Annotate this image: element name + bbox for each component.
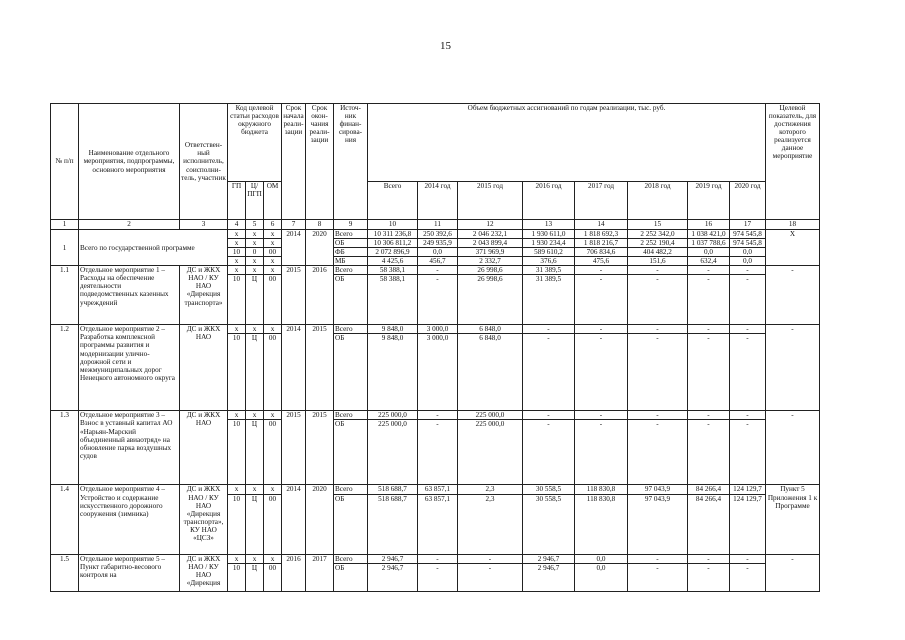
code-ppi: х	[246, 485, 264, 494]
value-cell: 6 848,0	[458, 334, 523, 411]
header-end: Срок окон-чания реали-зации	[306, 104, 334, 220]
row-name: Отдельное мероприятие 4 – Устройство и содержание искусственного дорожного сооружения (зимника)	[79, 485, 180, 554]
value-cell: -	[730, 334, 766, 411]
end-year: 2020	[306, 230, 334, 266]
code-gp: 10	[228, 494, 246, 554]
code-om: 00	[264, 334, 282, 411]
value-cell: 706 834,6	[575, 248, 628, 257]
column-number: 11	[418, 220, 458, 230]
code-gp: 10	[228, 420, 246, 485]
value-cell: 225 000,0	[368, 411, 418, 420]
value-cell: 3 000,0	[418, 334, 458, 411]
column-number: 15	[628, 220, 688, 230]
value-cell: -	[575, 325, 628, 334]
column-number: 10	[368, 220, 418, 230]
value-cell: 456,7	[418, 257, 458, 266]
value-cell: 10 311 236,8	[368, 230, 418, 239]
value-cell: -	[730, 266, 766, 275]
value-cell: -	[688, 554, 730, 563]
source: Всего	[334, 266, 368, 275]
code-gp: 10	[228, 563, 246, 591]
value-cell: 2 946,7	[523, 554, 575, 563]
row-name: Отдельное мероприятие 3 – Взнос в уставный капитал АО «Нарьян-Марский объединенный авиаотряд» на обновление парка воздушных судов	[79, 411, 180, 485]
header-year: 2017 год	[575, 182, 628, 220]
value-cell: -	[628, 334, 688, 411]
end-year: 2016	[306, 266, 334, 325]
value-cell: -	[418, 554, 458, 563]
header-volume: Объем бюджетных ассигнований по годам реализации, тыс. руб.	[368, 104, 766, 182]
code-gp: 10	[228, 334, 246, 411]
value-cell: 974 545,8	[730, 239, 766, 248]
responsible: ДС и ЖКХ НАО	[180, 411, 228, 485]
value-cell: 2 252 342,0	[628, 230, 688, 239]
responsible: ДС и ЖКХ НАО / КУ НАО «Дирекция транспорта», КУ НАО «ЦСЗ»	[180, 485, 228, 554]
table-row	[51, 230, 820, 239]
source: ОБ	[334, 494, 368, 554]
code-gp: х	[228, 230, 246, 239]
code-ppi: Ц	[246, 563, 264, 591]
value-cell: 518 688,7	[368, 494, 418, 554]
value-cell: -	[628, 266, 688, 275]
code-ppi: х	[246, 266, 264, 275]
code-gp: 10	[228, 275, 246, 325]
row-number: 1	[51, 230, 79, 266]
source: ОБ	[334, 420, 368, 485]
code-ppi: х	[246, 257, 264, 266]
table-row	[51, 325, 820, 334]
value-cell: 3 000,0	[418, 325, 458, 334]
end-year: 2015	[306, 411, 334, 485]
value-cell: 26 998,6	[458, 266, 523, 275]
value-cell: 118 830,8	[575, 485, 628, 494]
row-name: Всего по государственной программе	[79, 230, 228, 266]
target: Х	[766, 230, 820, 266]
header-ppi: Ц/ ПГП	[246, 182, 264, 220]
value-cell: -	[688, 411, 730, 420]
code-gp: 10	[228, 248, 246, 257]
header-om: ОМ	[264, 182, 282, 220]
value-cell: 2 043 899,4	[458, 239, 523, 248]
value-cell: 31 389,5	[523, 275, 575, 325]
value-cell: -	[688, 563, 730, 591]
code-gp: х	[228, 411, 246, 420]
column-number: 3	[180, 220, 228, 230]
row-number: 1.4	[51, 485, 79, 554]
value-cell: -	[418, 266, 458, 275]
header-gp: ГП	[228, 182, 246, 220]
value-cell: 371 969,9	[458, 248, 523, 257]
value-cell: 1 818 692,3	[575, 230, 628, 239]
column-number: 7	[282, 220, 306, 230]
value-cell: 2 946,7	[523, 563, 575, 591]
value-cell: 10 306 811,2	[368, 239, 418, 248]
code-ppi: х	[246, 239, 264, 248]
value-cell: 0,0	[575, 563, 628, 591]
responsible: ДС и ЖКХ НАО / КУ НАО «Дирекция транспорта»	[180, 266, 228, 325]
column-number: 8	[306, 220, 334, 230]
code-gp: х	[228, 266, 246, 275]
row-number: 1.5	[51, 554, 79, 591]
value-cell: 974 545,8	[730, 230, 766, 239]
value-cell: -	[523, 420, 575, 485]
value-cell: -	[628, 325, 688, 334]
source: ОБ	[334, 334, 368, 411]
code-ppi: Ц	[246, 494, 264, 554]
code-om: х	[264, 230, 282, 239]
code-gp: х	[228, 257, 246, 266]
column-number: 13	[523, 220, 575, 230]
header-year: 2015 год	[458, 182, 523, 220]
header-year: 2016 год	[523, 182, 575, 220]
column-number: 14	[575, 220, 628, 230]
value-cell: -	[628, 563, 688, 591]
value-cell: -	[730, 420, 766, 485]
value-cell: -	[688, 325, 730, 334]
value-cell: 124 129,7	[730, 494, 766, 554]
column-number: 9	[334, 220, 368, 230]
value-cell: 97 043,9	[628, 485, 688, 494]
source: Всего	[334, 554, 368, 563]
value-cell: -	[418, 275, 458, 325]
row-number: 1.3	[51, 411, 79, 485]
responsible: ДС и ЖКХ НАО / КУ НАО «Дирекция	[180, 554, 228, 591]
value-cell: 124 129,7	[730, 485, 766, 494]
value-cell: 63 857,1	[418, 485, 458, 494]
value-cell: -	[628, 554, 688, 563]
value-cell: -	[523, 325, 575, 334]
source: МБ	[334, 257, 368, 266]
code-ppi: х	[246, 230, 264, 239]
value-cell: -	[730, 325, 766, 334]
code-om: 00	[264, 420, 282, 485]
header-no: № п/п	[51, 104, 79, 220]
code-om: х	[264, 411, 282, 420]
value-cell: 4 425,6	[368, 257, 418, 266]
value-cell: 9 848,0	[368, 325, 418, 334]
value-cell: 632,4	[688, 257, 730, 266]
value-cell: 250 392,6	[418, 230, 458, 239]
value-cell: 0,0	[688, 248, 730, 257]
header-start: Срок начала реали-зации	[282, 104, 306, 220]
value-cell: -	[688, 334, 730, 411]
responsible: ДС и ЖКХ НАО	[180, 325, 228, 411]
value-cell: -	[575, 334, 628, 411]
value-cell: 151,6	[628, 257, 688, 266]
code-om: 00	[264, 248, 282, 257]
value-cell: 225 000,0	[368, 420, 418, 485]
column-number: 2	[79, 220, 180, 230]
value-cell: -	[688, 420, 730, 485]
code-om: х	[264, 325, 282, 334]
value-cell: 225 000,0	[458, 420, 523, 485]
source: Всего	[334, 325, 368, 334]
column-number: 4	[228, 220, 246, 230]
code-om: 00	[264, 563, 282, 591]
column-number: 1	[51, 220, 79, 230]
end-year: 2015	[306, 325, 334, 411]
value-cell: 30 558,5	[523, 485, 575, 494]
value-cell: 2 332,7	[458, 257, 523, 266]
value-cell: -	[628, 420, 688, 485]
header-resp: Ответствен-ный исполнитель, соисполни-тель, участник	[180, 104, 228, 220]
value-cell: 30 558,5	[523, 494, 575, 554]
value-cell: -	[730, 554, 766, 563]
code-om: 00	[264, 494, 282, 554]
table-row	[51, 485, 820, 494]
value-cell: -	[575, 275, 628, 325]
value-cell: 1 930 611,0	[523, 230, 575, 239]
code-ppi: 0	[246, 248, 264, 257]
header-year: 2020 год	[730, 182, 766, 220]
start-year: 2015	[282, 266, 306, 325]
column-number: 16	[688, 220, 730, 230]
header-name: Наименование отдельного мероприятия, подпрограммы, основного мероприятия	[79, 104, 180, 220]
value-cell: 249 935,9	[418, 239, 458, 248]
code-gp: х	[228, 554, 246, 563]
value-cell: 9 848,0	[368, 334, 418, 411]
value-cell: -	[458, 554, 523, 563]
column-number: 12	[458, 220, 523, 230]
value-cell: 97 043,9	[628, 494, 688, 554]
code-gp: х	[228, 325, 246, 334]
column-number: 17	[730, 220, 766, 230]
source: Всего	[334, 411, 368, 420]
value-cell: 2 046 232,1	[458, 230, 523, 239]
value-cell: -	[523, 411, 575, 420]
value-cell: 0,0	[730, 257, 766, 266]
source: ФБ	[334, 248, 368, 257]
source: ОБ	[334, 563, 368, 591]
header-src: Источ-ник финан-сирова-ния	[334, 104, 368, 220]
column-number: 18	[766, 220, 820, 230]
code-ppi: х	[246, 325, 264, 334]
value-cell: 1 037 788,6	[688, 239, 730, 248]
value-cell: 2,3	[458, 494, 523, 554]
code-om: х	[264, 266, 282, 275]
code-om: 00	[264, 275, 282, 325]
value-cell: 2 946,7	[368, 554, 418, 563]
value-cell: 1 930 234,4	[523, 239, 575, 248]
table-row	[51, 266, 820, 275]
end-year: 2017	[306, 554, 334, 591]
value-cell: 475,6	[575, 257, 628, 266]
start-year: 2014	[282, 230, 306, 266]
value-cell: 58 388,1	[368, 266, 418, 275]
value-cell: -	[688, 275, 730, 325]
header-row	[51, 104, 820, 182]
value-cell: 518 688,7	[368, 485, 418, 494]
code-gp: х	[228, 239, 246, 248]
value-cell: -	[688, 266, 730, 275]
code-ppi: Ц	[246, 334, 264, 411]
code-ppi: Ц	[246, 275, 264, 325]
start-year: 2014	[282, 325, 306, 411]
end-year: 2020	[306, 485, 334, 554]
code-ppi: Ц	[246, 420, 264, 485]
value-cell: 1 818 216,7	[575, 239, 628, 248]
target: Пункт 5 Приложения 1 к Программе	[766, 485, 820, 554]
row-name: Отдельное мероприятие 1 – Расходы на обеспечение деятельности подведомственных казенных учреждений	[79, 266, 180, 325]
value-cell: 6 848,0	[458, 325, 523, 334]
column-number: 6	[264, 220, 282, 230]
value-cell: 0,0	[730, 248, 766, 257]
code-ppi: х	[246, 554, 264, 563]
column-number: 5	[246, 220, 264, 230]
header-total: Всего	[368, 182, 418, 220]
value-cell: -	[628, 411, 688, 420]
code-om: х	[264, 485, 282, 494]
value-cell: 31 389,5	[523, 266, 575, 275]
value-cell: -	[575, 411, 628, 420]
value-cell: -	[628, 275, 688, 325]
value-cell: 63 857,1	[418, 494, 458, 554]
table-row	[51, 554, 820, 563]
value-cell: 225 000,0	[458, 411, 523, 420]
target: -	[766, 411, 820, 485]
value-cell: -	[730, 275, 766, 325]
table-row	[51, 411, 820, 420]
source: Всего	[334, 485, 368, 494]
value-cell: 0,0	[575, 554, 628, 563]
source: ОБ	[334, 239, 368, 248]
value-cell: 1 038 421,0	[688, 230, 730, 239]
row-name: Отдельное мероприятие 2 – Разработка комплексной программы развития и модернизации улично-дорожной сети и межмуниципальных дорог Ненецкого автономного округа	[79, 325, 180, 411]
header-code: Код целевой статьи расходов окружного бюджета	[228, 104, 282, 182]
header-target: Целевой показатель, для достижения которого реализуется данное мероприятие	[766, 104, 820, 220]
value-cell: 58 388,1	[368, 275, 418, 325]
value-cell: 2 946,7	[368, 563, 418, 591]
start-year: 2015	[282, 411, 306, 485]
header-year: 2014 год	[418, 182, 458, 220]
value-cell: -	[730, 411, 766, 420]
value-cell: 2 252 190,4	[628, 239, 688, 248]
source: ОБ	[334, 275, 368, 325]
value-cell: 404 482,2	[628, 248, 688, 257]
value-cell: 0,0	[418, 248, 458, 257]
target: -	[766, 554, 820, 591]
code-gp: х	[228, 485, 246, 494]
header-year: 2019 год	[688, 182, 730, 220]
value-cell: 376,6	[523, 257, 575, 266]
budget-table	[50, 103, 820, 592]
value-cell: -	[458, 563, 523, 591]
value-cell: -	[418, 420, 458, 485]
value-cell: 589 610,2	[523, 248, 575, 257]
value-cell: 2,3	[458, 485, 523, 494]
target: -	[766, 266, 820, 325]
value-cell: 118 830,8	[575, 494, 628, 554]
code-om: х	[264, 257, 282, 266]
start-year: 2014	[282, 485, 306, 554]
column-numbers-row	[51, 220, 820, 230]
value-cell: 84 266,4	[688, 485, 730, 494]
row-number: 1.1	[51, 266, 79, 325]
value-cell: 84 266,4	[688, 494, 730, 554]
target: -	[766, 325, 820, 411]
value-cell: 2 072 896,9	[368, 248, 418, 257]
value-cell: -	[730, 563, 766, 591]
row-name: Отдельное мероприятие 5 – Пункт габаритно-весового контроля на	[79, 554, 180, 591]
code-ppi: х	[246, 411, 264, 420]
value-cell: -	[523, 334, 575, 411]
code-om: х	[264, 554, 282, 563]
row-number: 1.2	[51, 325, 79, 411]
value-cell: -	[575, 420, 628, 485]
value-cell: -	[575, 266, 628, 275]
value-cell: 26 998,6	[458, 275, 523, 325]
page-number: 15	[440, 40, 451, 52]
start-year: 2016	[282, 554, 306, 591]
value-cell: -	[418, 411, 458, 420]
value-cell: -	[418, 563, 458, 591]
source: Всего	[334, 230, 368, 239]
header-year: 2018 год	[628, 182, 688, 220]
code-om: х	[264, 239, 282, 248]
